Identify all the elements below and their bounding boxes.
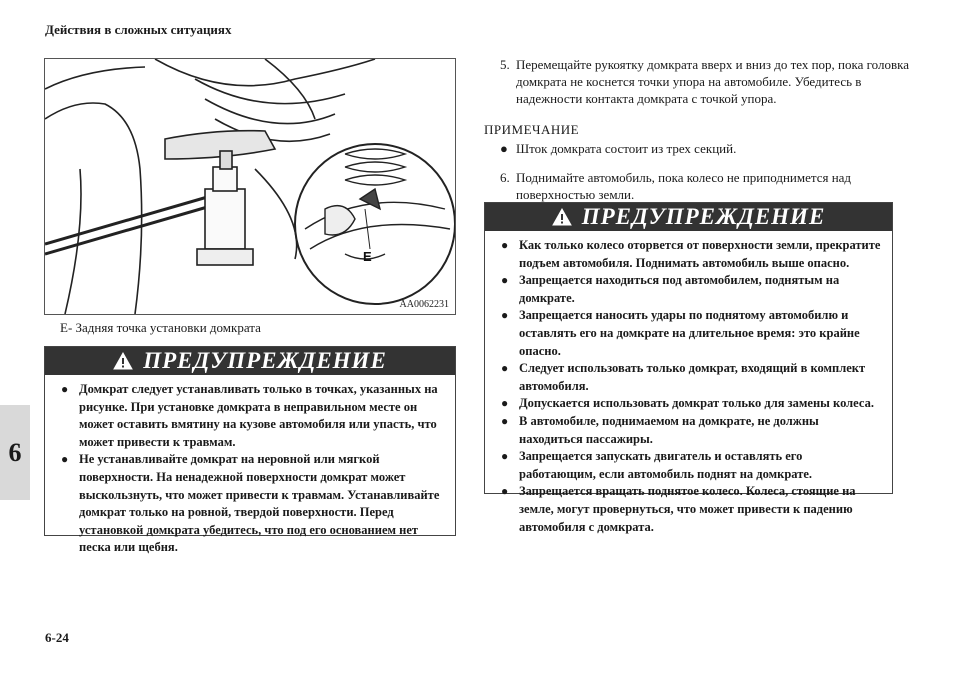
warning-item: ● Не устанавливайте домкрат на неровной или мягкой поверхности. На ненадежной поверхности домкрат может выскользнуть, что может привести к травмам. Устанавливайте домкрат только на ровной, твердой поверхности. Перед установкой домкрата убедитесь, что под его основанием нет песка или щебня. xyxy=(61,452,440,555)
chapter-tab: 6 xyxy=(0,405,30,500)
bullet-icon: ● xyxy=(501,308,509,323)
bullet-icon: ● xyxy=(501,396,509,411)
warning-header xyxy=(45,347,455,375)
warning-title: ПРЕДУПРЕЖДЕНИЕ xyxy=(143,348,387,373)
section-title: Действия в сложных ситуациях xyxy=(45,22,232,37)
warning-item: ● Запрещается находиться под автомобилем, поднятым на домкрате. xyxy=(501,273,840,305)
warning-item: ● Следует использовать только домкрат, входящий в комплект автомобиля. xyxy=(501,361,866,393)
figure-caption: E- Задняя точка установки домкрата xyxy=(60,320,261,335)
bullet-icon: ● xyxy=(501,273,509,288)
warning-title: ПРЕДУПРЕЖДЕНИЕ xyxy=(581,204,826,229)
warning-box-left xyxy=(44,346,456,555)
warning-item: ● В автомобиле, поднимаемом на домкрате, не должны находиться пассажиры. xyxy=(501,413,819,446)
warning-item: ● Запрещается вращать поднятое колесо. Колеса, стоящие на земле, могут провернуться, что может привести к падению автомобиля с домкрата. xyxy=(501,484,856,534)
bullet-icon: ● xyxy=(501,413,509,428)
warning-item: ● Запрещается запускать двигатель и оставлять его работающим, если автомобиль поднят на домкрате. xyxy=(501,449,813,481)
bullet-icon: ● xyxy=(61,382,69,396)
warning-item: ● Домкрат следует устанавливать только в точках, указанных на рисунке. При установке домкрата в неправильном месте он может оставить вмятину на кузове автомобиля или упасть, что может привести к травмам. xyxy=(61,382,438,449)
note-item: ● Шток домкрата состоит из трех секций. xyxy=(500,141,737,156)
warning-item: ● Допускается использовать домкрат только для замены колеса. xyxy=(501,395,882,413)
warning-triangle-icon xyxy=(552,208,572,226)
warning-header xyxy=(485,203,892,231)
bullet-icon: ● xyxy=(61,452,69,467)
jack-illustration xyxy=(44,58,456,315)
instruction-steps xyxy=(484,56,914,217)
callout-e: E xyxy=(363,249,372,264)
bullet-icon: ● xyxy=(501,238,509,252)
warning-box-right xyxy=(484,202,893,534)
warning-item: ● Как только колесо оторвется от поверхности земли, прекратите подъем автомобиля. Поднимать автомобиль выше опасно. xyxy=(501,238,881,270)
figure-code: AA0062231 xyxy=(399,299,449,310)
bullet-icon: ● xyxy=(501,484,509,499)
jack-drawing xyxy=(45,59,455,314)
warning-list xyxy=(45,375,455,563)
bullet-icon: ● xyxy=(501,361,509,376)
note-label: ПРИМЕЧАНИЕ xyxy=(484,122,580,137)
warning-triangle-icon xyxy=(113,352,133,370)
bullet-icon: ● xyxy=(501,449,509,464)
step-6: 6. Поднимайте автомобиль, пока колесо не приподнимется над поверхностью земли. xyxy=(500,170,852,202)
page-number: 6-24 xyxy=(45,630,69,645)
bullet-icon: ● xyxy=(500,141,508,156)
warning-item: ● Запрещается наносить удары по поднятому автомобилю и оставлять его на домкрате на длительное время: это крайне опасно. xyxy=(501,308,860,358)
warning-list xyxy=(485,231,892,542)
step-5: 5. Перемещайте рукоятку домкрата вверх и вниз до тех пор, пока головка домкрата не коснется точки упора на автомобиле. Убедитесь в надежности контакта домкрата с точкой упора. xyxy=(500,57,910,106)
